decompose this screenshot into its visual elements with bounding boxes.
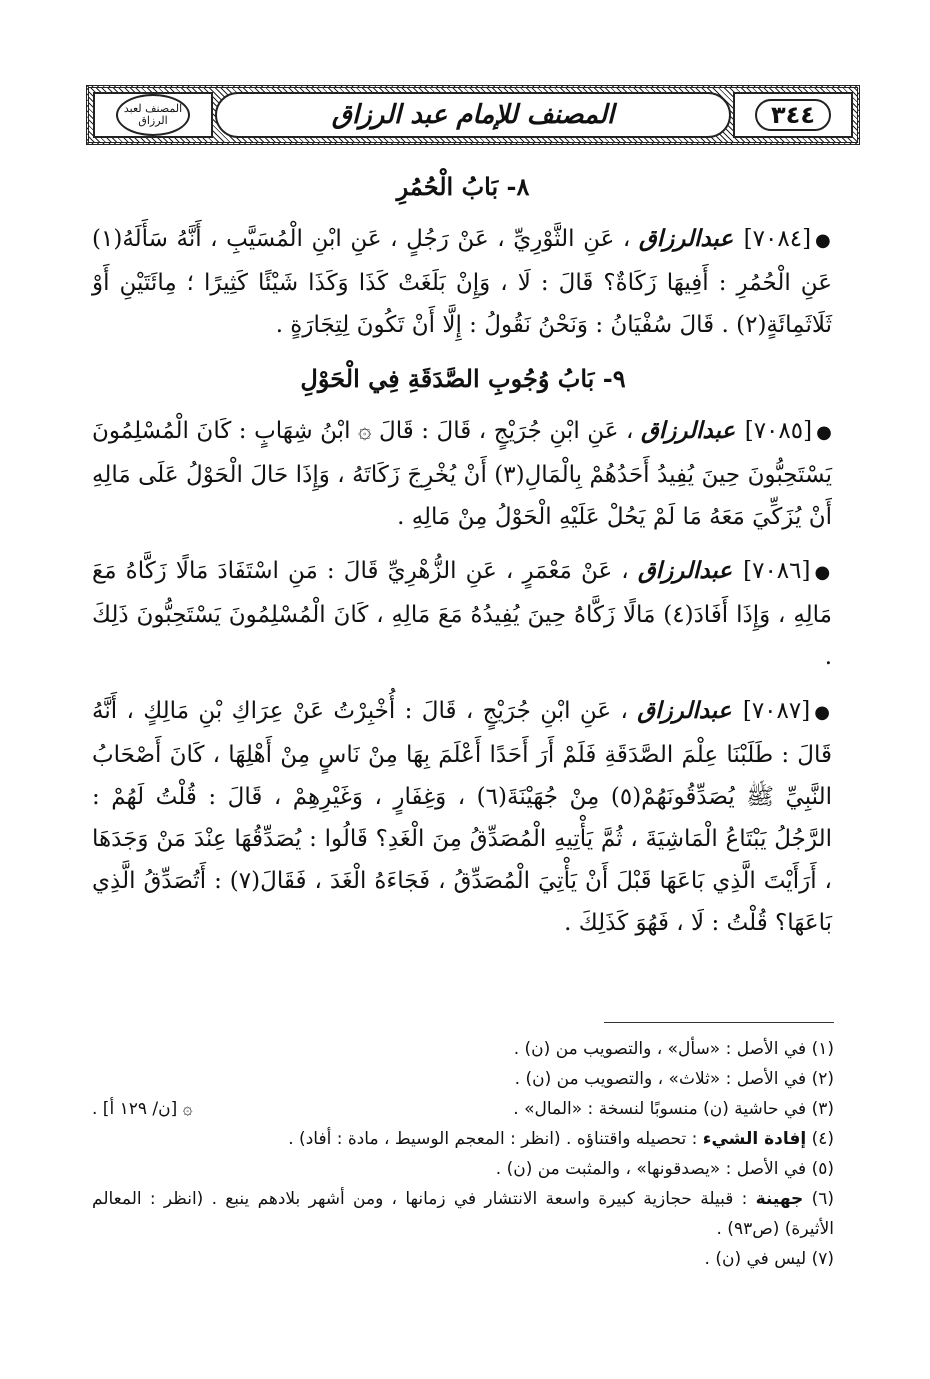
book-title: المصنف للإمام عبد الرزاق — [215, 92, 731, 138]
page-header — [86, 85, 860, 145]
main-text — [92, 162, 834, 956]
narrator: عبدالرزاق — [638, 225, 734, 252]
bullet-icon: ● — [815, 230, 833, 251]
narrator: عبدالرزاق — [640, 417, 736, 444]
hadith-number: [٧٠٨٦] — [743, 558, 811, 584]
hadith-number: [٧٠٨٤] — [743, 226, 812, 252]
bullet-icon: ● — [814, 562, 832, 583]
hadith-number: [٧٠٨٥] — [744, 418, 813, 444]
hadith-7087 — [92, 690, 834, 944]
hadith-text: ، عَنِ الثَّوْرِيِّ ، عَنْ رَجُلٍ ، عَنِ ابْنِ الْمُسَيَّبِ ، أَنَّهُ سَأَلَهُ(١) عَنِ الْحُمُرِ : أَفِيهَا زَكَاةٌ؟ قَالَ : لَا ، وَإِنْ بَلَغَتْ كَذَا وَكَذَا شَيْئًا كَثِيرًا ؛ مِائَتَيْنِ أَوْ ثَلَاثَمِائَةٍ(٢) . قَالَ سُفْيَانُ : وَنَحْنُ نَقُولُ : إِلَّا أَنْ تَكُونَ لِتِجَارَةٍ . — [92, 226, 832, 338]
page-number: ٣٤٤ — [755, 99, 831, 131]
footnote-2: (٢) في الأصل : «ثلاث» ، والتصويب من (ن) . — [514, 1069, 834, 1089]
narrator: عبدالرزاق — [637, 557, 732, 584]
footnote-row-3 — [92, 1094, 834, 1124]
seal-box — [93, 92, 213, 138]
footnote-4-text: : تحصيله واقتناؤه . (انظر : المعجم الوسيط ، مادة : أفاد) . — [288, 1129, 698, 1149]
footnote-6-number: (٦) — [811, 1189, 834, 1209]
chapter-heading-8: ٨- بَابُ الْحُمُرِ — [396, 172, 530, 201]
footnote-6-text: : قبيلة حجازية كبيرة واسعة الانتشار في زمانها ، ومن أشهر بلادهم ينبع . (انظر : المعالم الأثيرة) (ص٩٣) . — [92, 1189, 834, 1239]
footnote-5: (٥) في الأصل : «يصدقونها» ، والمثبت من (ن) . — [495, 1159, 834, 1179]
footnote-3: (٣) في حاشية (ن) منسوبًا لنسخة : «المال» . — [513, 1099, 834, 1119]
hadith-7086 — [92, 550, 834, 678]
footnote-6-term: جهينة — [755, 1189, 804, 1209]
folio-mark: ۞ [ن/ ١٢٩ أ] . — [92, 1099, 193, 1119]
footnote-4-term: إفادة الشيء — [702, 1129, 807, 1149]
chapter-heading-9: ٩- بَابُ وُجُوبِ الصَّدَقَةِ فِي الْحَوْلِ — [300, 364, 626, 393]
hadith-number: [٧٠٨٧] — [742, 698, 811, 724]
footnotes — [92, 1034, 834, 1274]
hadith-text: ، عَنِ ابْنِ جُرَيْجٍ ، قَالَ : أُخْبِرْتُ عَنْ عِرَاكِ بْنِ مَالِكٍ ، أَنَّهُ قَالَ : طَلَبْنَا عِلْمَ الصَّدَقَةِ فَلَمْ أَرَ أَحَدًا أَعْلَمَ بِهَا مِنْ نَاسٍ مِنْ أَهْلِهَا ، كَانَ أَصْحَابُ النَّبِيِّ ﷺ يُصَدِّقُونَهُمْ(٥) مِنْ جُهَيْنَةَ(٦) ، وَغِفَارٍ ، وَغَيْرِهِمْ ، قَالَ : قُلْتُ لَهُمْ : الرَّجُلُ يَبْتَاعُ الْمَاشِيَةَ ، ثُمَّ يَأْتِيهِ الْمُصَدِّقُ مِنَ الْغَدِ؟ قَالُوا : يُصَدِّقُهَا عِنْدَ مَنْ وَجَدَهَا ، أَرَأَيْتَ الَّذِي بَاعَهَا قَبْلَ أَنْ يَأْتِيَ الْمُصَدِّقُ ، فَجَاءَهُ الْغَدَ ، فَقَالَ(٧) : أَتُصَدِّقُ الَّذِي بَاعَهَا؟ قُلْتُ : لَا ، فَهُوَ كَذَلِكَ . — [92, 698, 832, 936]
footnote-6 — [92, 1184, 834, 1244]
footnote-7: (٧) ليس في (ن) . — [704, 1249, 834, 1269]
bullet-icon: ● — [814, 702, 832, 723]
page-number-box — [733, 92, 853, 138]
footnote-4 — [92, 1124, 834, 1154]
hadith-7085 — [92, 410, 834, 538]
footnote-separator — [604, 1022, 834, 1023]
bullet-icon: ● — [816, 422, 833, 443]
hadith-text: ، عَنِ ابْنِ جُرَيْجٍ ، قَالَ : قَالَ ۞ ابْنُ شِهَابٍ : كَانَ الْمُسْلِمُونَ يَسْتَحِبُّونَ حِينَ يُفِيدُ أَحَدُهُمْ بِالْمَالِ(٣) أَنْ يُخْرِجَ زَكَاتَهُ ، وَإِذَا حَالَ الْحَوْلُ عَلَى مَالِهِ أَنْ يُزَكِّيَ مَعَهُ مَا لَمْ يَحُلْ عَلَيْهِ الْحَوْلُ مِنْ مَالِهِ . — [92, 418, 833, 530]
hadith-text: ، عَنْ مَعْمَرٍ ، عَنِ الزُّهْرِيِّ قَالَ : مَنِ اسْتَفَادَ مَالًا زَكَّاهُ مَعَ مَالِهِ ، وَإِذَا أَفَادَ(٤) مَالًا زَكَّاهُ حِينَ يُفِيدُهُ مَعَ مَالِهِ ، كَانَ الْمُسْلِمُونَ يَسْتَحِبُّونَ ذَلِكَ . — [92, 558, 833, 670]
footnote-4-number: (٤) — [811, 1129, 834, 1149]
publisher-seal: المصنف لعبد الرزاق — [116, 94, 190, 136]
narrator: عبدالرزاق — [637, 697, 732, 724]
footnote-1: (١) في الأصل : «سأل» ، والتصويب من (ن) . — [513, 1039, 834, 1059]
hadith-7084 — [92, 218, 834, 346]
